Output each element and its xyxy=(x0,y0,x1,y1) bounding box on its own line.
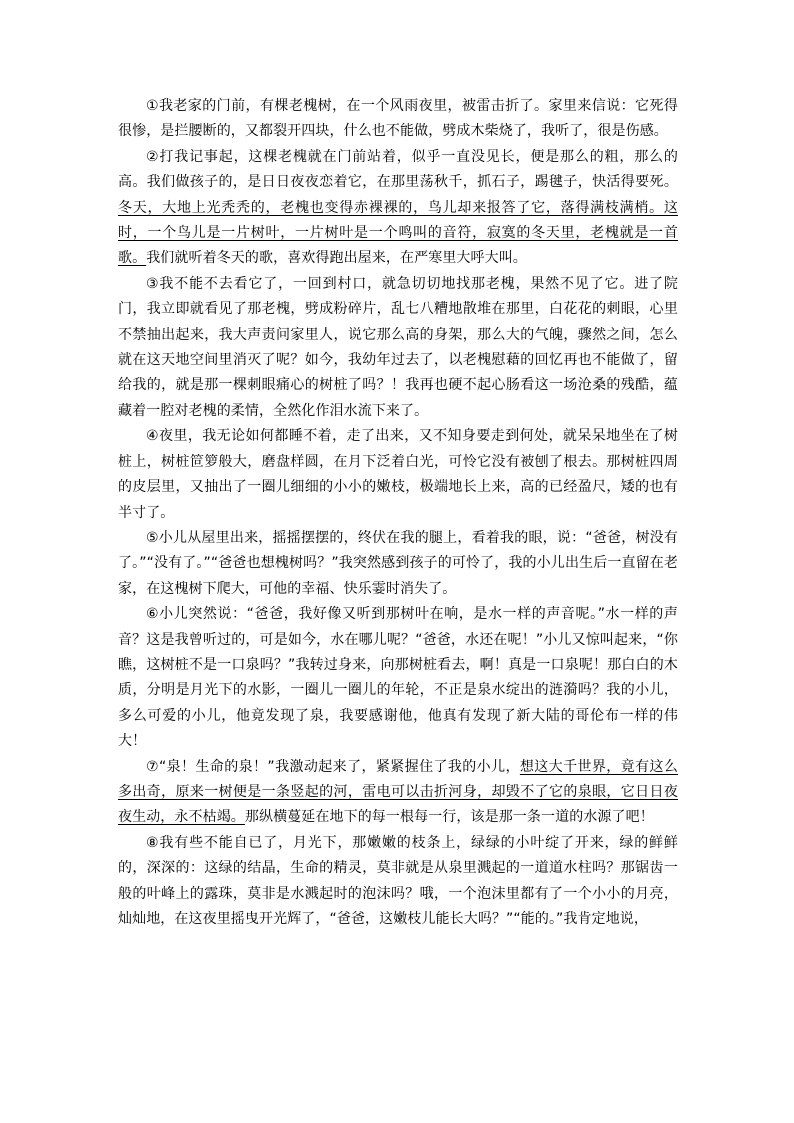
paragraph-7 xyxy=(118,755,678,831)
paragraph-3 xyxy=(118,272,678,424)
text-run: 那纵横蔓延在地下的每一根每一行，该是那一条一道的水源了吧！ xyxy=(244,809,654,826)
text-run: ①我老家的门前，有棵老槐树，在一个风雨夜里，被雷击折了。家里来信说：它死得很惨，是拦腰断的，又都裂开四块，什么也不能做，劈成木柴烧了，我听了，很是伤感。 xyxy=(118,98,678,140)
paragraph-2 xyxy=(118,145,678,272)
paragraph-4 xyxy=(118,424,678,526)
text-run: ⑥小儿突然说：“爸爸，我好像又听到那树叶在响，是水一样的声音呢。”水一样的声音？这是我曾听过的，可是如今，水在哪儿呢？“爸爸，水还在呢！”小儿又惊叫起来，“你瞧，这树桩不是一口泉吗？”我转过身来，向那树桩看去，啊！真是一口泉呢！那白白的木质，分明是月光下的水影，一圈儿一圈儿的年轮，不正是泉水绽出的涟漪吗？我的小儿，多么可爱的小儿，他竟发现了泉，我要感谢他，他真有发现了新大陆的哥伦布一样的伟大！ xyxy=(118,606,678,750)
text-run: ⑤小儿从屋里出来，摇摇摆摆的，终伏在我的腿上，看着我的眼，说：“爸爸，树没有了。”“没有了。”“爸爸也想槐树吗？”我突然感到孩子的可怜了，我的小儿出生后一直留在老家，在这槐树下爬大，可他的幸福、快乐霎时消失了。 xyxy=(118,529,678,597)
paragraph-8 xyxy=(118,831,678,933)
essay-body xyxy=(118,94,678,932)
paragraph-6 xyxy=(118,602,678,754)
underlined-text-run: 想这大千世界，竟有这么多出奇，原来一树便是一条竖起的河，雷电可以击折河身，却毁不了它的泉眼，它日日夜夜生动，永不枯竭。 xyxy=(118,758,678,826)
text-run: ②打我记事起，这棵老槐就在门前站着，似乎一直没见长，便是那么的粗，那么的高。我们做孩子的，是日日夜夜恋着它，在那里荡秋千，抓石子，踢毽子，快活得要死。 xyxy=(118,148,678,191)
underlined-text-run: 冬天，大地上光秃秃的，老槐也变得赤裸裸的，鸟儿却来报答了它，落得满枝满梢。这时，一个鸟儿是一片树叶，一片树叶是一个鸣叫的音符，寂寞的冬天里，老槐就是一首歌。 xyxy=(118,199,678,267)
text-run: 我们就听着冬天的歌，喜欢得跑出屋来，在严寒里大呼大叫。 xyxy=(146,250,527,267)
paragraph-1 xyxy=(118,94,678,145)
text-run: ③我不能不去看它了，一回到村口，就急切切地找那老槐，果然不见了它。进了院门，我立即就看见了那老槐，劈成粉碎片，乱七八糟地散堆在那里，白花花的刺眼，心里不禁抽出起来，我大声责问家里人，说它那么高的身架，那么大的气魄，骤然之间，怎么就在这天地空间里消灭了呢？如今，我幼年过去了，以老槐慰藉的回忆再也不能做了，留给我的，就是那一棵刺眼痛心的树桩了吗？！我再也硬不起心肠看这一场沧桑的残酷，蕴藏着一腔对老槐的柔情，全然化作泪水流下来了。 xyxy=(118,275,678,419)
text-run: ④夜里，我无论如何都睡不着，走了出来，又不知身要走到何处，就呆呆地坐在了树桩上，树桩笸箩般大，磨盘样圆，在月下泛着白光，可怜它没有被刨了根去。那树桩四周的皮层里，又抽出了一圈儿细细的小小的嫩枝，极端地长上来，高的已经盈尺，矮的也有半寸了。 xyxy=(118,428,678,521)
text-run: ⑧我有些不能自已了，月光下，那嫩嫩的枝条上，绿绿的小叶绽了开来，绿的鲜鲜的，深深的：这绿的结晶，生命的精灵，莫非就是从泉里溅起的一道道水柱吗？那锯齿一般的叶峰上的露珠，莫非是水溅起时的泡沫吗？哦，一个泡沫里都有了一个小小的月亮，灿灿地，在这夜里摇曳开光辉了，“爸爸，这嫩枝儿能长大吗？”“能的。”我肯定地说， xyxy=(118,834,678,927)
text-run: ⑦“泉！生命的泉！”我激动起来了，紧紧握住了我的小儿， xyxy=(146,758,520,775)
paragraph-5 xyxy=(118,526,678,602)
